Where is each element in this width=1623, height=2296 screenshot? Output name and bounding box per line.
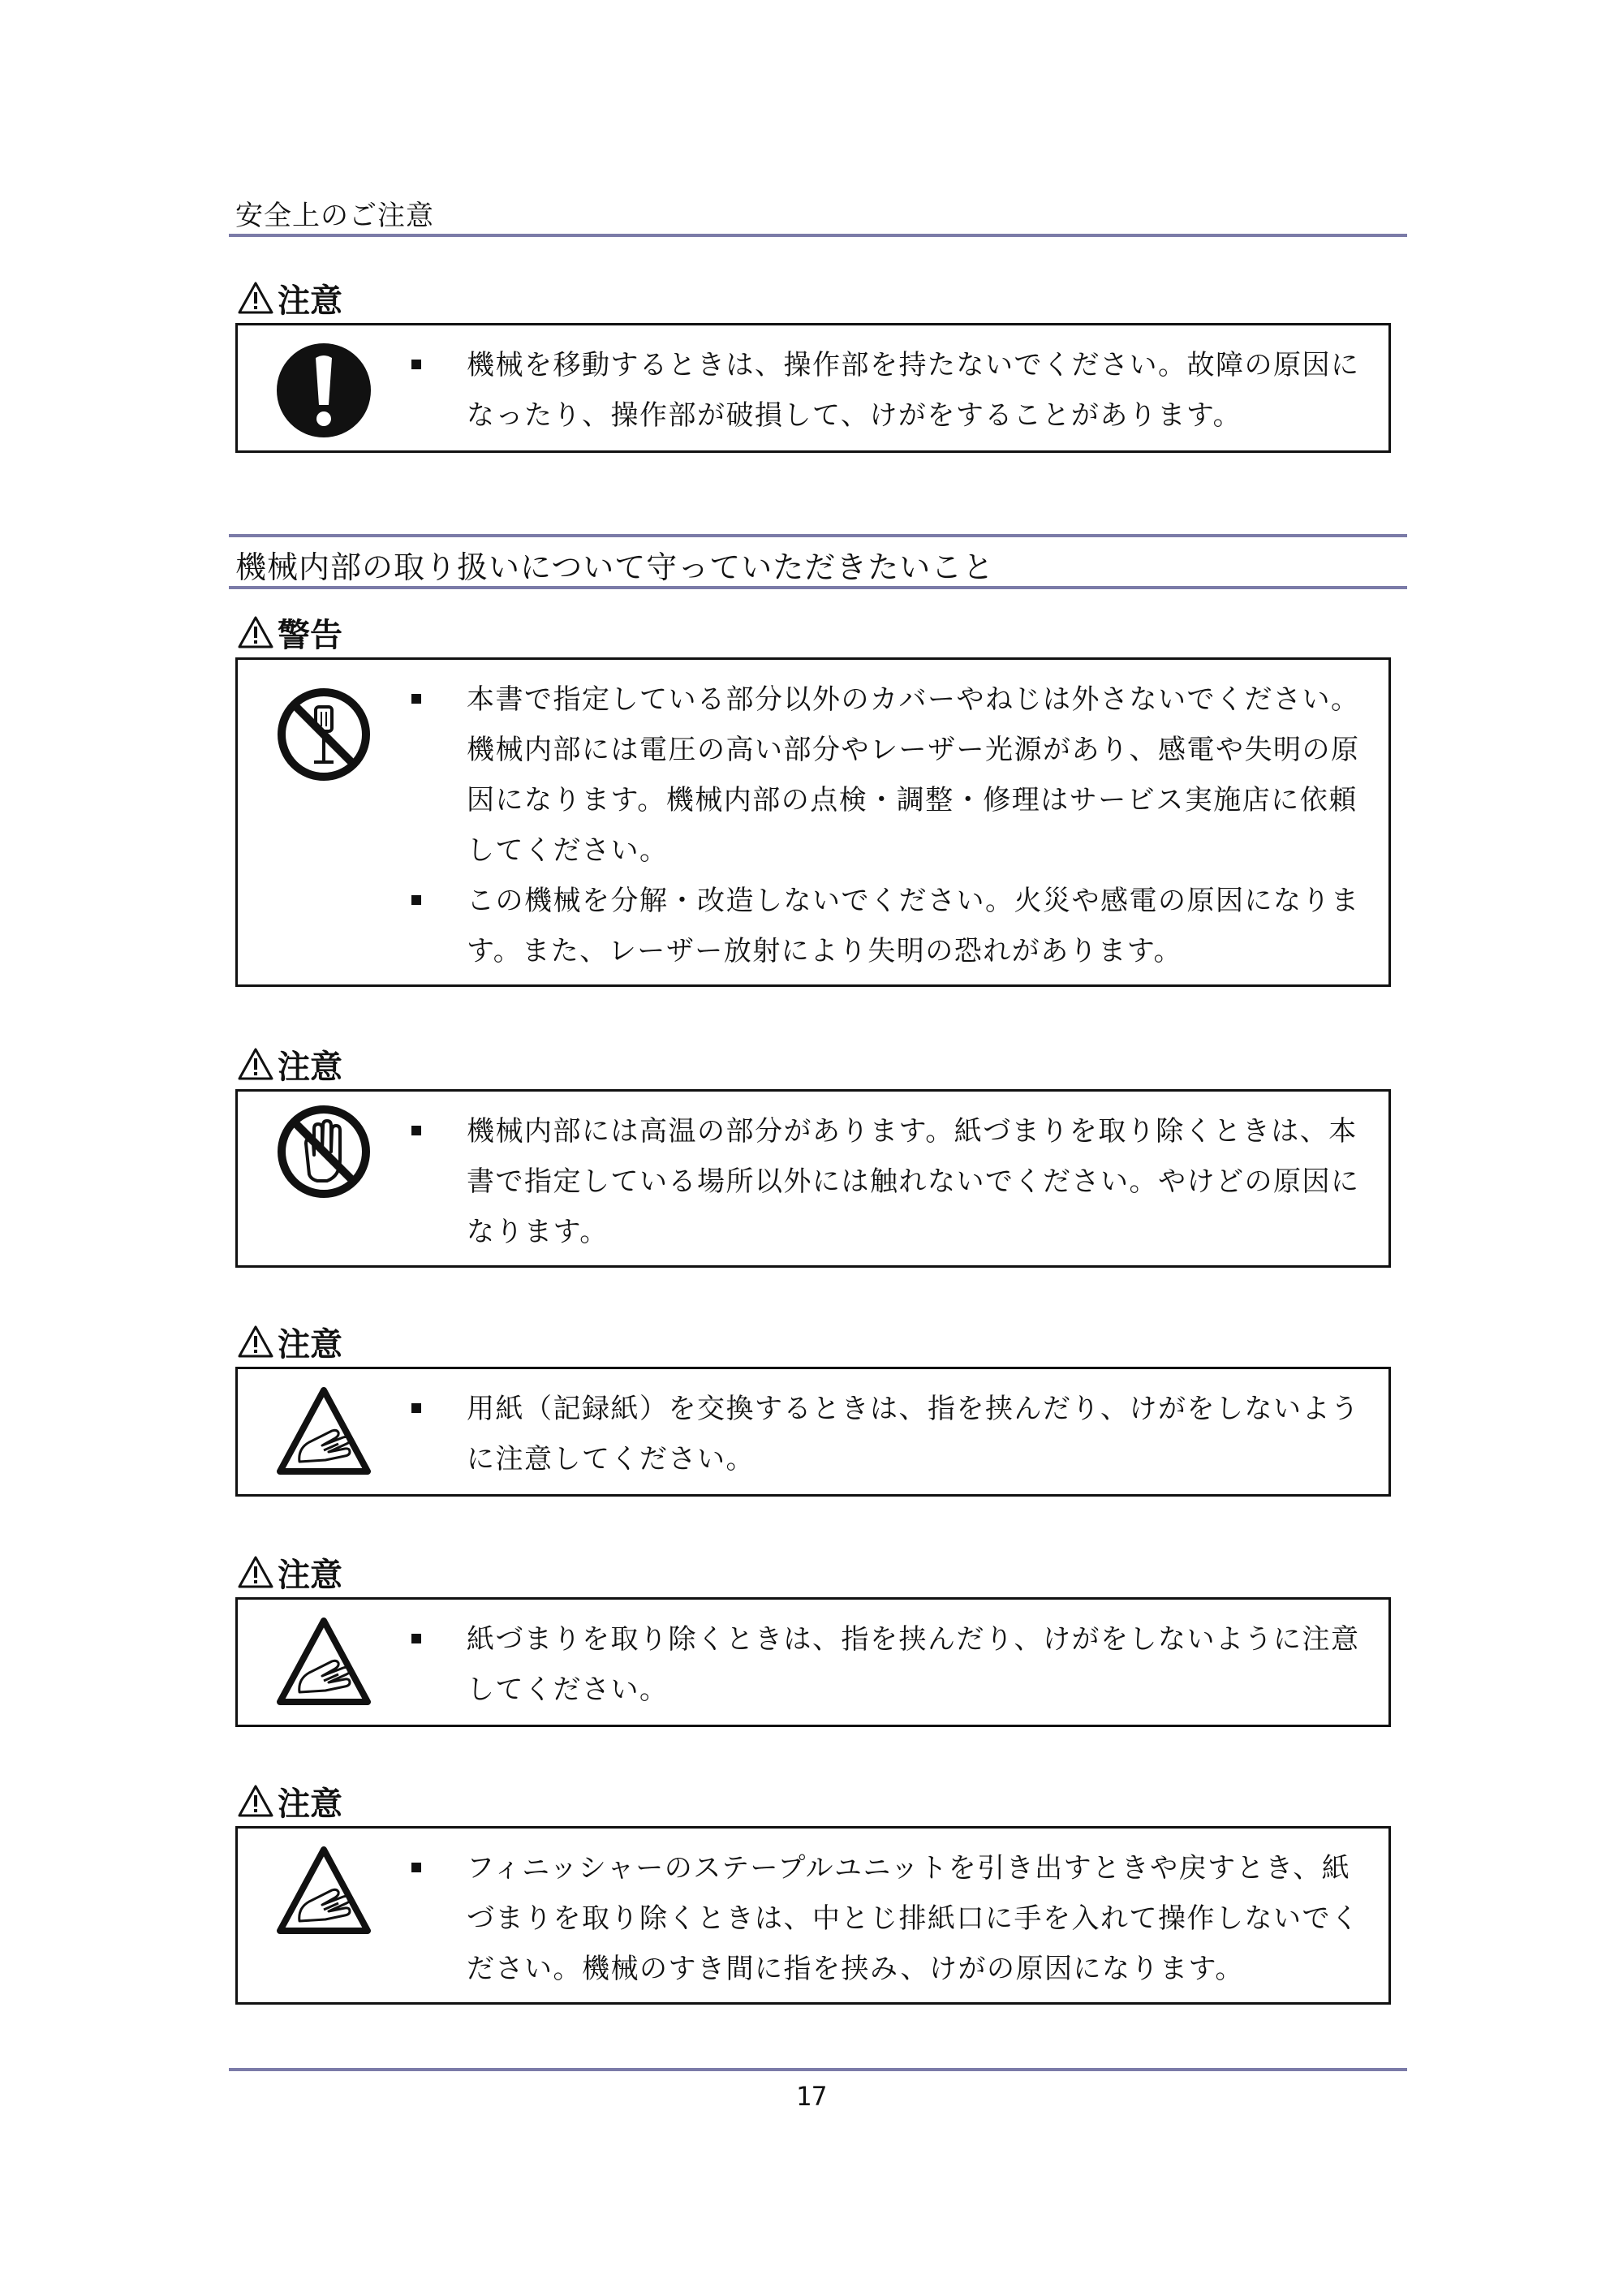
caution-list bbox=[410, 1614, 1372, 1715]
caution-box-hot-parts bbox=[235, 1089, 1391, 1268]
warning-list bbox=[410, 674, 1372, 976]
section-title: 機械内部の取り扱いについて守っていただきたいこと bbox=[235, 549, 995, 585]
warning-triangle-icon bbox=[237, 615, 274, 649]
warning-triangle-icon bbox=[237, 1047, 274, 1081]
caution-label: 注意 bbox=[278, 282, 342, 320]
bullet bbox=[411, 1634, 421, 1643]
finger-pinch-warning-icon bbox=[275, 1384, 372, 1481]
finger-pinch-warning-icon bbox=[275, 1614, 372, 1712]
page-number: 17 bbox=[795, 2081, 828, 2112]
bullet bbox=[411, 360, 421, 369]
caution-list bbox=[410, 1843, 1372, 1994]
section-rule-top bbox=[229, 534, 1407, 537]
caution-box-paper-change bbox=[235, 1367, 1391, 1497]
header-rule bbox=[229, 234, 1407, 237]
caution-list bbox=[410, 1106, 1372, 1257]
warning-heading bbox=[237, 612, 342, 653]
warning-triangle-icon bbox=[237, 281, 274, 315]
caution-box-finisher bbox=[235, 1826, 1391, 2005]
footer-rule bbox=[229, 2068, 1407, 2071]
warning-label: 警告 bbox=[278, 616, 342, 654]
caution-label: 注意 bbox=[278, 1325, 342, 1363]
bullet bbox=[411, 694, 421, 704]
caution-label: 注意 bbox=[278, 1556, 342, 1594]
list-item: 機械を移動するときは、操作部を持たないでください。故障の原因になったり、操作部が破損して、けがをすることがあります。 bbox=[410, 340, 1372, 441]
warning-box-disassembly bbox=[235, 657, 1391, 987]
finger-pinch-warning-icon bbox=[275, 1843, 372, 1941]
caution-heading bbox=[237, 1781, 342, 1821]
list-item: 用紙（記録紙）を交換するときは、指を挟んだり、けがをしないように注意してください。 bbox=[410, 1384, 1372, 1484]
running-header: 安全上のご注意 bbox=[235, 200, 434, 232]
caution-heading bbox=[237, 1044, 342, 1084]
list-item: フィニッシャーのステープルユニットを引き出すときや戻すとき、紙づまりを取り除くときは、中とじ排紙口に手を入れて操作しないでください。機械のすき間に指を挟み、けがの原因になります。 bbox=[410, 1843, 1372, 1994]
caution-box-paper-jam bbox=[235, 1597, 1391, 1727]
caution-box-moving bbox=[235, 323, 1391, 453]
section-rule-bottom bbox=[229, 586, 1407, 589]
warning-triangle-icon bbox=[237, 1555, 274, 1589]
bullet bbox=[411, 1126, 421, 1135]
warning-triangle-icon bbox=[237, 1784, 274, 1818]
caution-list bbox=[410, 340, 1372, 441]
caution-heading bbox=[237, 1552, 342, 1592]
list-item: この機械を分解・改造しないでください。火災や感電の原因になります。また、レーザー放射により失明の恐れがあります。 bbox=[410, 876, 1372, 976]
list-item: 紙づまりを取り除くときは、指を挟んだり、けがをしないように注意してください。 bbox=[410, 1614, 1372, 1715]
caution-heading bbox=[237, 1321, 342, 1362]
bullet bbox=[411, 1863, 421, 1872]
caution-heading bbox=[237, 278, 342, 318]
bullet bbox=[411, 1403, 421, 1413]
no-disassembly-icon bbox=[275, 686, 372, 783]
no-touch-icon bbox=[275, 1103, 372, 1200]
list-item: 機械内部には高温の部分があります。紙づまりを取り除くときは、本書で指定している場所以外には触れないでください。やけどの原因になります。 bbox=[410, 1106, 1372, 1257]
caution-list bbox=[410, 1384, 1372, 1484]
caution-label: 注意 bbox=[278, 1048, 342, 1086]
bullet bbox=[411, 895, 421, 905]
mandatory-exclamation-icon bbox=[275, 342, 372, 439]
caution-label: 注意 bbox=[278, 1785, 342, 1823]
warning-triangle-icon bbox=[237, 1325, 274, 1359]
list-item: 本書で指定している部分以外のカバーやねじは外さないでください。機械内部には電圧の高い部分やレーザー光源があり、感電や失明の原因になります。機械内部の点検・調整・修理はサービス実施店に依頼してください。 bbox=[410, 674, 1372, 876]
